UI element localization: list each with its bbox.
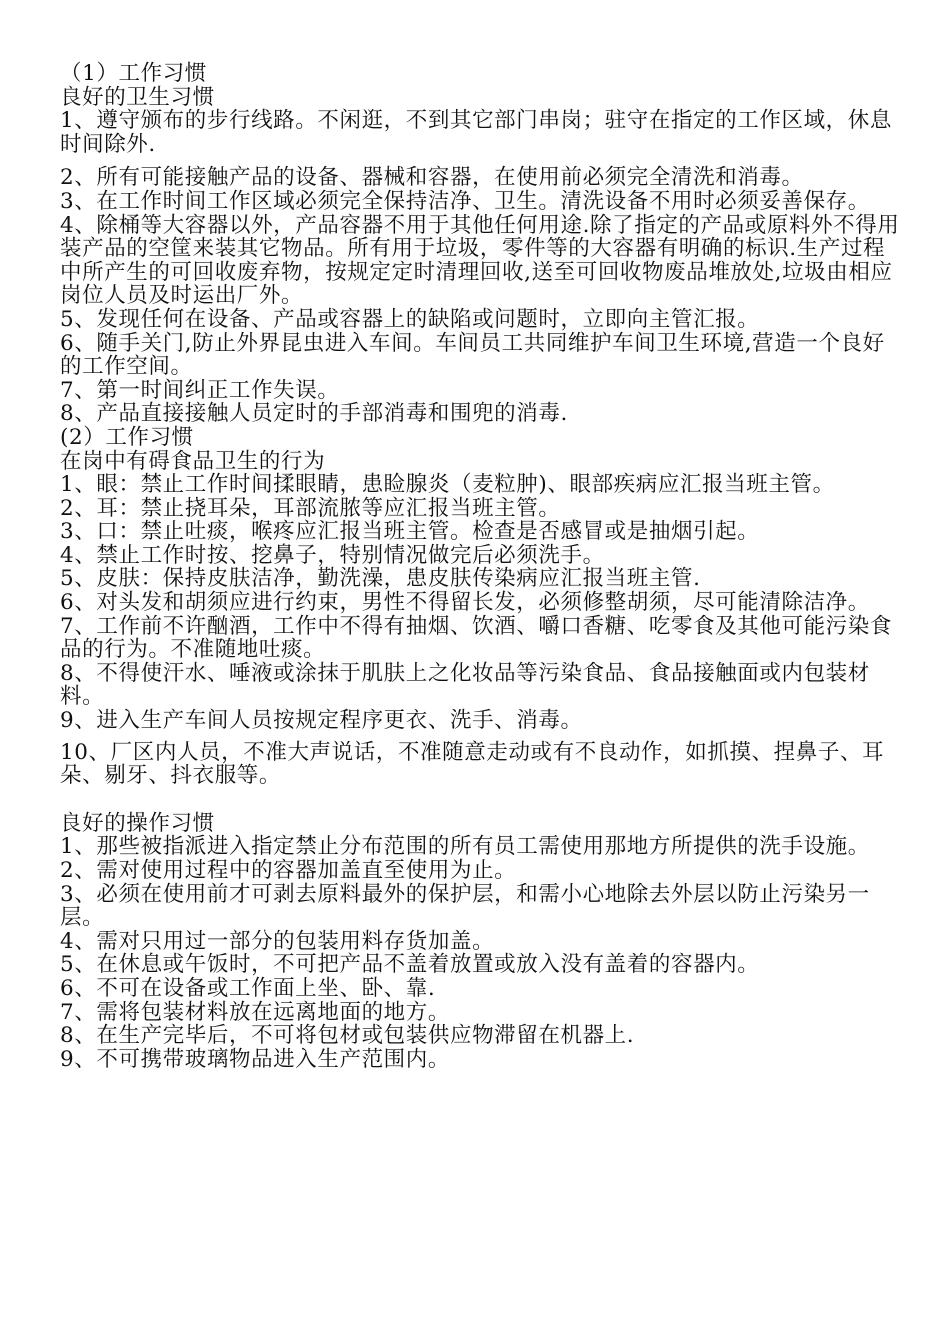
list-item: 4、除桶等大容器以外，产品容器不用于其他任何用途.除了指定的产品或原料外不得用装产品的空筐来装其它物品。所有用于垃圾，零件等的大容器有明确的标识.生产过程中所产生的可回收废弃物，按规定定时清理回收,送至可回收物废品堆放处,垃圾由相应岗位人员及时运出厂外。 [60, 212, 900, 309]
list-item: 7、工作前不许酗酒，工作中不得有抽烟、饮酒、嚼口香糖、吃零食及其他可能污染食品的行为。不准随地吐痰。 [60, 613, 892, 663]
list-item: 2、所有可能接触产品的设备、器械和容器，在使用前必须完全清洗和消毒。 [60, 165, 804, 191]
list-item: 8、在生产完毕后，不可将包材或包装供应物滞留在机器上. [60, 1023, 635, 1049]
list-item: 8、不得使汗水、唾液或涂抹于肌肤上之化妆品等污染食品、食品接触面或内包装材料。 [60, 660, 870, 710]
list-item: 9、不可携带玻璃物品进入生产范围内。 [60, 1046, 450, 1072]
list-item: 7、需将包装材料放在远离地面的地方。 [60, 999, 450, 1025]
section1-heading: （1）工作习惯 [60, 61, 207, 86]
document-page [60, 62, 900, 1071]
list-item: 4、需对只用过一部分的包装用料存货加盖。 [60, 928, 495, 954]
list-item: 5、皮肤：保持皮肤洁净，勤洗澡，患皮肤传染病应汇报当班主管. [60, 566, 701, 592]
list-item: 1、遵守颁布的步行线路。不闲逛，不到其它部门串岗；驻守在指定的工作区域，休息时间除外. [60, 108, 892, 157]
list-item: 1、那些被指派进入指定禁止分布范围的所有员工需使用那地方所提供的洗手设施。 [60, 834, 870, 860]
list-item: 4、禁止工作时按、挖鼻子，特别情况做完后必须洗手。 [60, 542, 605, 568]
list-item: 1、眼：禁止工作时间揉眼睛，患睑腺炎（麦粒肿)、眼部疾病应汇报当班主管。 [60, 472, 835, 498]
list-item: 10、厂区内人员，不准大声说话，不准随意走动或有不良动作，如抓摸、捏鼻子、耳朵、剔牙、抖衣服等。 [60, 739, 885, 789]
list-item: 3、必须在使用前才可剥去原料最外的保护层，和需小心地除去外层以防止污染另一层。 [60, 881, 870, 931]
list-item: 5、发现任何在设备、产品或容器上的缺陷或问题时，立即向主管汇报。 [60, 306, 760, 332]
section2-subheading: 在岗中有碍食品卫生的行为 [60, 448, 326, 474]
list-item: 8、产品直接接触人员定时的手部消毒和围兜的消毒. [60, 401, 568, 427]
list-item: 2、耳：禁止挠耳朵，耳部流脓等应汇报当班主管。 [60, 495, 561, 521]
list-item: 7、第一时间纠正工作失误。 [60, 377, 340, 403]
list-item: 3、口：禁止吐痰，喉疼应汇报当班主管。检查是否感冒或是抽烟引起。 [60, 519, 760, 545]
section1-subheading: 良好的卫生习惯 [60, 84, 215, 110]
list-item: 9、进入生产车间人员按规定程序更衣、洗手、消毒。 [60, 708, 583, 734]
section3-subheading: 良好的操作习惯 [60, 810, 215, 836]
list-item: 2、需对使用过程中的容器加盖直至使用为止。 [60, 858, 517, 883]
list-item: 6、不可在设备或工作面上坐、卧、靠. [60, 975, 436, 1001]
list-item: 5、在休息或午饭时，不可把产品不盖着放置或放入没有盖着的容器内。 [60, 952, 760, 978]
section2-heading: (2）工作习惯 [60, 424, 194, 450]
list-item: 3、在工作时间工作区域必须完全保持洁净、卫生。清洗设备不用时必须妥善保存。 [60, 188, 870, 214]
list-item: 6、随手关门,防止外界昆虫进入车间。车间员工共同维护车间卫生环境,营造一个良好的工作空间。 [60, 330, 885, 380]
list-item: 6、对头发和胡须应进行约束，男性不得留长发，必须修整胡须，尽可能清除洁净。 [60, 590, 870, 616]
